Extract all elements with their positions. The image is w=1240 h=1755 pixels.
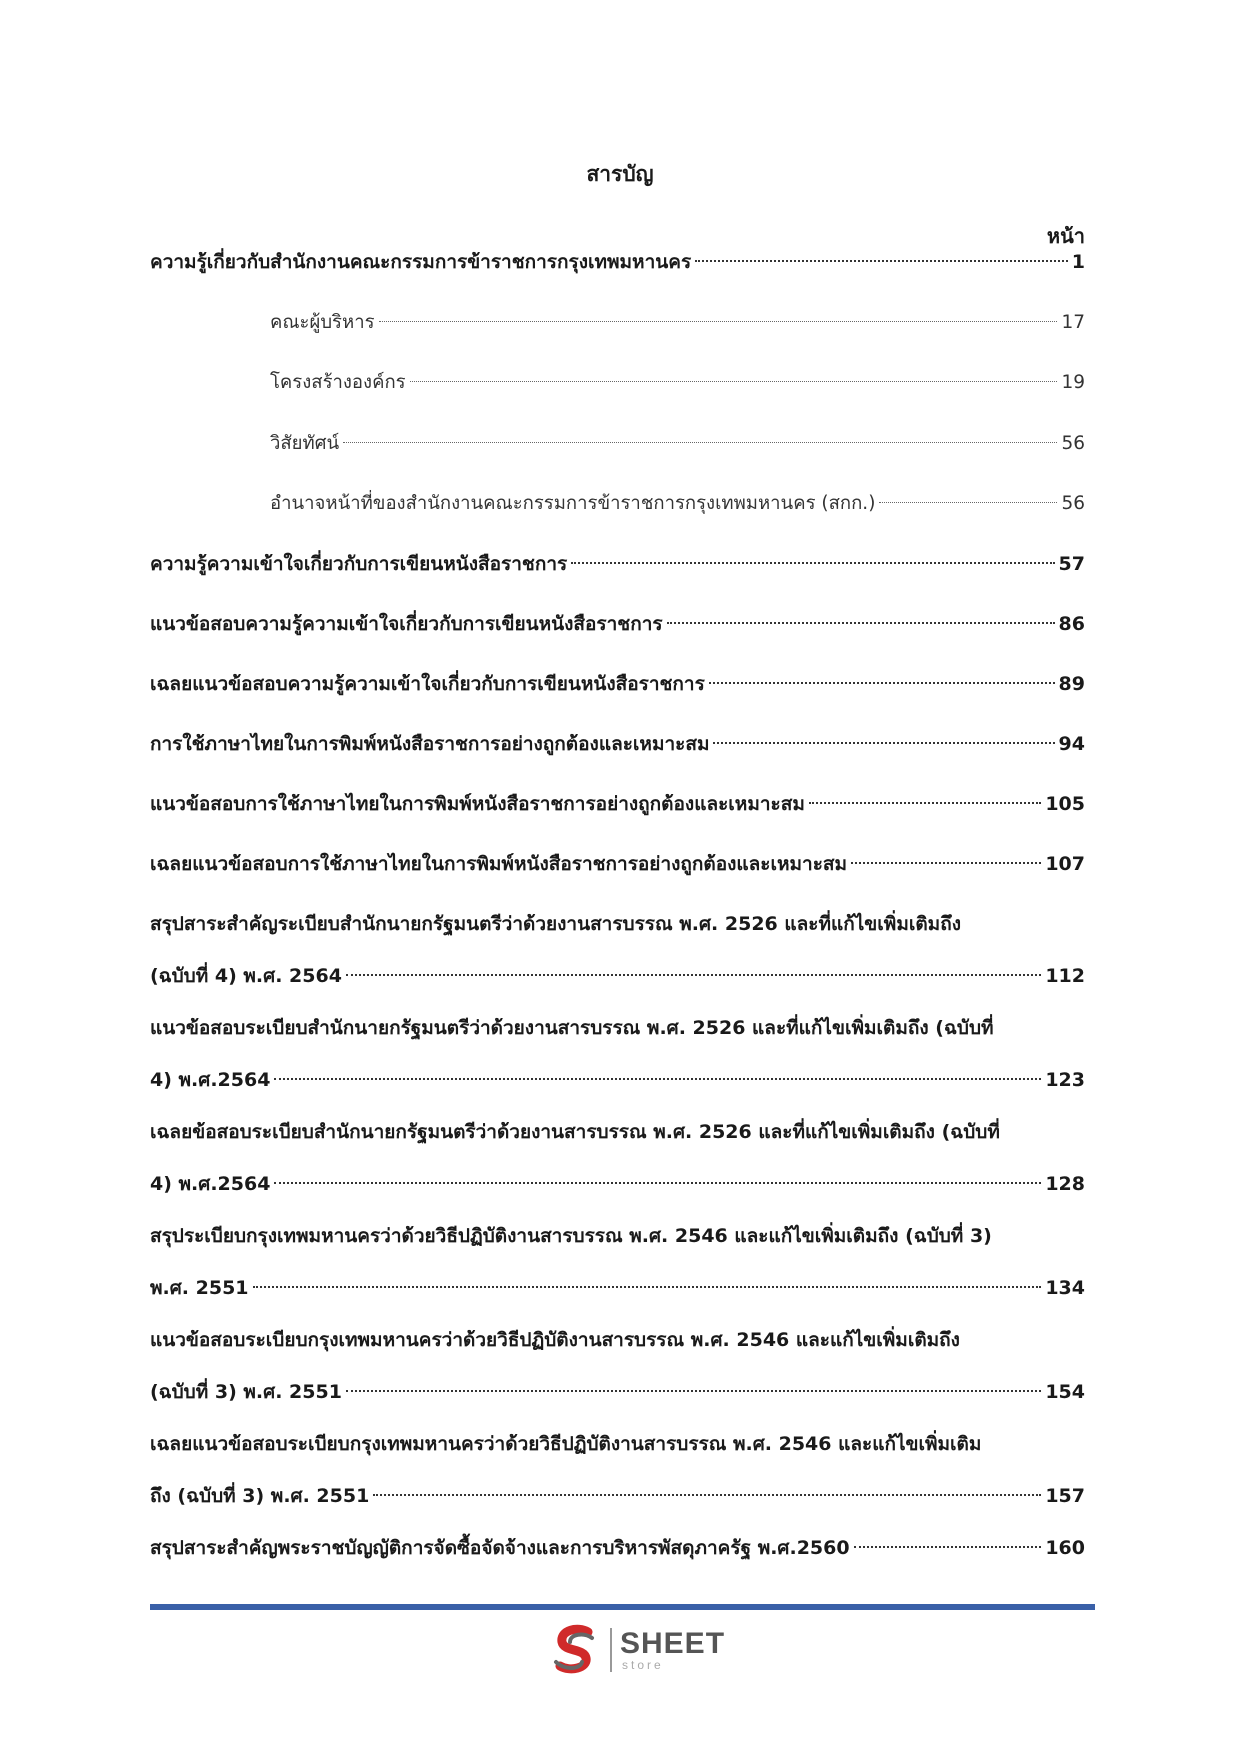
leader-dots — [274, 1078, 1041, 1080]
toc-entry-title: วิสัยทัศน์ — [270, 433, 340, 454]
toc-entry-page: 107 — [1045, 853, 1085, 875]
toc-entry-title: โครงสร้างองค์กร — [270, 372, 406, 393]
leader-dots — [809, 802, 1041, 804]
toc-entry-title: เฉลยแนวข้อสอบการใช้ภาษาไทยในการพิมพ์หนังสือราชการอย่างถูกต้องและเหมาะสม — [150, 853, 848, 875]
toc-entry-page: 56 — [1061, 433, 1085, 454]
toc-subentry[interactable] — [270, 297, 1085, 349]
toc-entry[interactable] — [150, 1210, 1085, 1314]
leader-dots — [373, 1494, 1041, 1496]
sheet-store-logo — [548, 1620, 725, 1680]
s-logo-icon — [548, 1622, 604, 1678]
toc-entry[interactable] — [150, 1106, 1085, 1210]
toc-entry-title: แนวข้อสอบการใช้ภาษาไทยในการพิมพ์หนังสือราชการอย่างถูกต้องและเหมาะสม — [150, 793, 805, 815]
toc-entry-page: 157 — [1045, 1485, 1085, 1507]
toc-entry-title: แนวข้อสอบความรู้ความเข้าใจเกี่ยวกับการเขียนหนังสือราชการ — [150, 613, 663, 635]
toc-entry-title: ความรู้เกี่ยวกับสำนักงานคณะกรรมการข้าราชการกรุงเทพมหานคร — [150, 251, 692, 273]
leader-dots — [695, 260, 1068, 262]
toc-entry-title: คณะผู้บริหาร — [270, 312, 375, 333]
leader-dots — [709, 682, 1055, 684]
toc-entry[interactable] — [150, 1314, 1085, 1418]
toc-entry-title-line2: 4) พ.ศ.2564 — [150, 1069, 271, 1091]
toc-entry-title-line1: สรุประเบียบกรุงเทพมหานครว่าด้วยวิธีปฏิบัติงานสารบรรณ พ.ศ. 2546 และแก้ไขเพิ่มเติมถึง (ฉบับที่ 3) — [150, 1225, 992, 1247]
leader-dots — [667, 622, 1055, 624]
toc-entry-title-line2: (ฉบับที่ 3) พ.ศ. 2551 — [150, 1381, 342, 1403]
leader-dots — [854, 1546, 1042, 1548]
toc-entry-page: 154 — [1045, 1381, 1085, 1403]
toc-entry[interactable] — [150, 898, 1085, 1002]
toc-entry-title: การใช้ภาษาไทยในการพิมพ์หนังสือราชการอย่างถูกต้องและเหมาะสม — [150, 733, 710, 755]
leader-dots — [379, 321, 1058, 322]
toc-subentry[interactable] — [270, 357, 1085, 409]
leader-dots — [851, 862, 1041, 864]
toc-entry-title-line2: ถึง (ฉบับที่ 3) พ.ศ. 2551 — [150, 1485, 370, 1507]
toc-entry-title-line1: สรุปสาระสำคัญระเบียบสำนักนายกรัฐมนตรีว่าด้วยงานสารบรรณ พ.ศ. 2526 และที่แก้ไขเพิ่มเติมถึง — [150, 913, 961, 935]
leader-dots — [274, 1182, 1041, 1184]
page-title: สารบัญ — [586, 162, 654, 186]
toc-entry[interactable] — [150, 1002, 1085, 1106]
leader-dots — [879, 502, 1057, 503]
toc-entry-title: เฉลยแนวข้อสอบความรู้ความเข้าใจเกี่ยวกับการเขียนหนังสือราชการ — [150, 673, 705, 695]
leader-dots — [571, 562, 1054, 564]
leader-dots — [253, 1286, 1042, 1288]
leader-dots — [346, 974, 1041, 976]
leader-dots — [343, 442, 1057, 443]
toc-entry-page: 19 — [1061, 372, 1085, 393]
toc-entry-title-line1: เฉลยแนวข้อสอบระเบียบกรุงเทพมหานครว่าด้วยวิธีปฏิบัติงานสารบรรณ พ.ศ. 2546 และแก้ไขเพิ่มเติม — [150, 1433, 982, 1455]
toc-entry-page: 112 — [1045, 965, 1085, 987]
toc-entry-page: 89 — [1058, 673, 1085, 695]
toc-entry[interactable] — [150, 598, 1085, 650]
toc-entry[interactable] — [150, 538, 1085, 590]
toc-entry-page: 94 — [1058, 733, 1085, 755]
footer-rule — [150, 1604, 1095, 1610]
toc-entry-title-line1: แนวข้อสอบระเบียบสำนักนายกรัฐมนตรีว่าด้วยงานสารบรรณ พ.ศ. 2526 และที่แก้ไขเพิ่มเติมถึง (ฉบับที่ — [150, 1017, 994, 1039]
toc-subentry[interactable] — [270, 478, 1085, 530]
toc-entry[interactable] — [150, 838, 1085, 890]
toc-entry-title-line2: 4) พ.ศ.2564 — [150, 1173, 271, 1195]
toc-entry-title: อำนาจหน้าที่ของสำนักงานคณะกรรมการข้าราชการกรุงเทพมหานคร (สกก.) — [270, 493, 876, 514]
toc-entry-title-line2: พ.ศ. 2551 — [150, 1277, 249, 1299]
toc-entry-title-line2: (ฉบับที่ 4) พ.ศ. 2564 — [150, 965, 342, 987]
toc-entry[interactable] — [150, 1522, 1085, 1574]
leader-dots — [410, 381, 1058, 382]
logo-wordmark — [620, 1629, 725, 1671]
logo-divider — [610, 1628, 612, 1672]
toc-entry-page: 56 — [1061, 493, 1085, 514]
toc-entry-page: 105 — [1045, 793, 1085, 815]
toc-subentry[interactable] — [270, 418, 1085, 470]
toc-entry-page: 128 — [1045, 1173, 1085, 1195]
leader-dots — [346, 1390, 1041, 1392]
leader-dots — [713, 742, 1054, 744]
toc-entry-page: 123 — [1045, 1069, 1085, 1091]
toc-entry-page: 17 — [1061, 312, 1085, 333]
toc-entry-title-line1: เฉลยข้อสอบระเบียบสำนักนายกรัฐมนตรีว่าด้วยงานสารบรรณ พ.ศ. 2526 และที่แก้ไขเพิ่มเติมถึง (ฉบับที่ — [150, 1121, 1000, 1143]
toc-entry-title: สรุปสาระสำคัญพระราชบัญญัติการจัดซื้อจัดจ้างและการบริหารพัสดุภาครัฐ พ.ศ.2560 — [150, 1537, 850, 1559]
toc-entry-page: 57 — [1058, 553, 1085, 575]
toc-entry[interactable] — [150, 778, 1085, 830]
logo-sub: store — [622, 1658, 664, 1672]
toc-entry-page: 134 — [1045, 1277, 1085, 1299]
toc-entry[interactable] — [150, 658, 1085, 710]
toc-entry-page: 86 — [1058, 613, 1085, 635]
toc-entry-page: 1 — [1071, 251, 1085, 273]
logo-name: SHEET — [620, 1627, 726, 1660]
toc-entry[interactable] — [150, 1418, 1085, 1522]
toc-entry[interactable] — [150, 718, 1085, 770]
toc-entry[interactable] — [150, 236, 1085, 288]
toc-entry-title: ความรู้ความเข้าใจเกี่ยวกับการเขียนหนังสือราชการ — [150, 553, 568, 575]
page-column-label: หน้า — [1046, 224, 1085, 248]
toc-entry-page: 160 — [1045, 1537, 1085, 1559]
toc-entry-title-line1: แนวข้อสอบระเบียบกรุงเทพมหานครว่าด้วยวิธีปฏิบัติงานสารบรรณ พ.ศ. 2546 และแก้ไขเพิ่มเติมถึง — [150, 1329, 960, 1351]
